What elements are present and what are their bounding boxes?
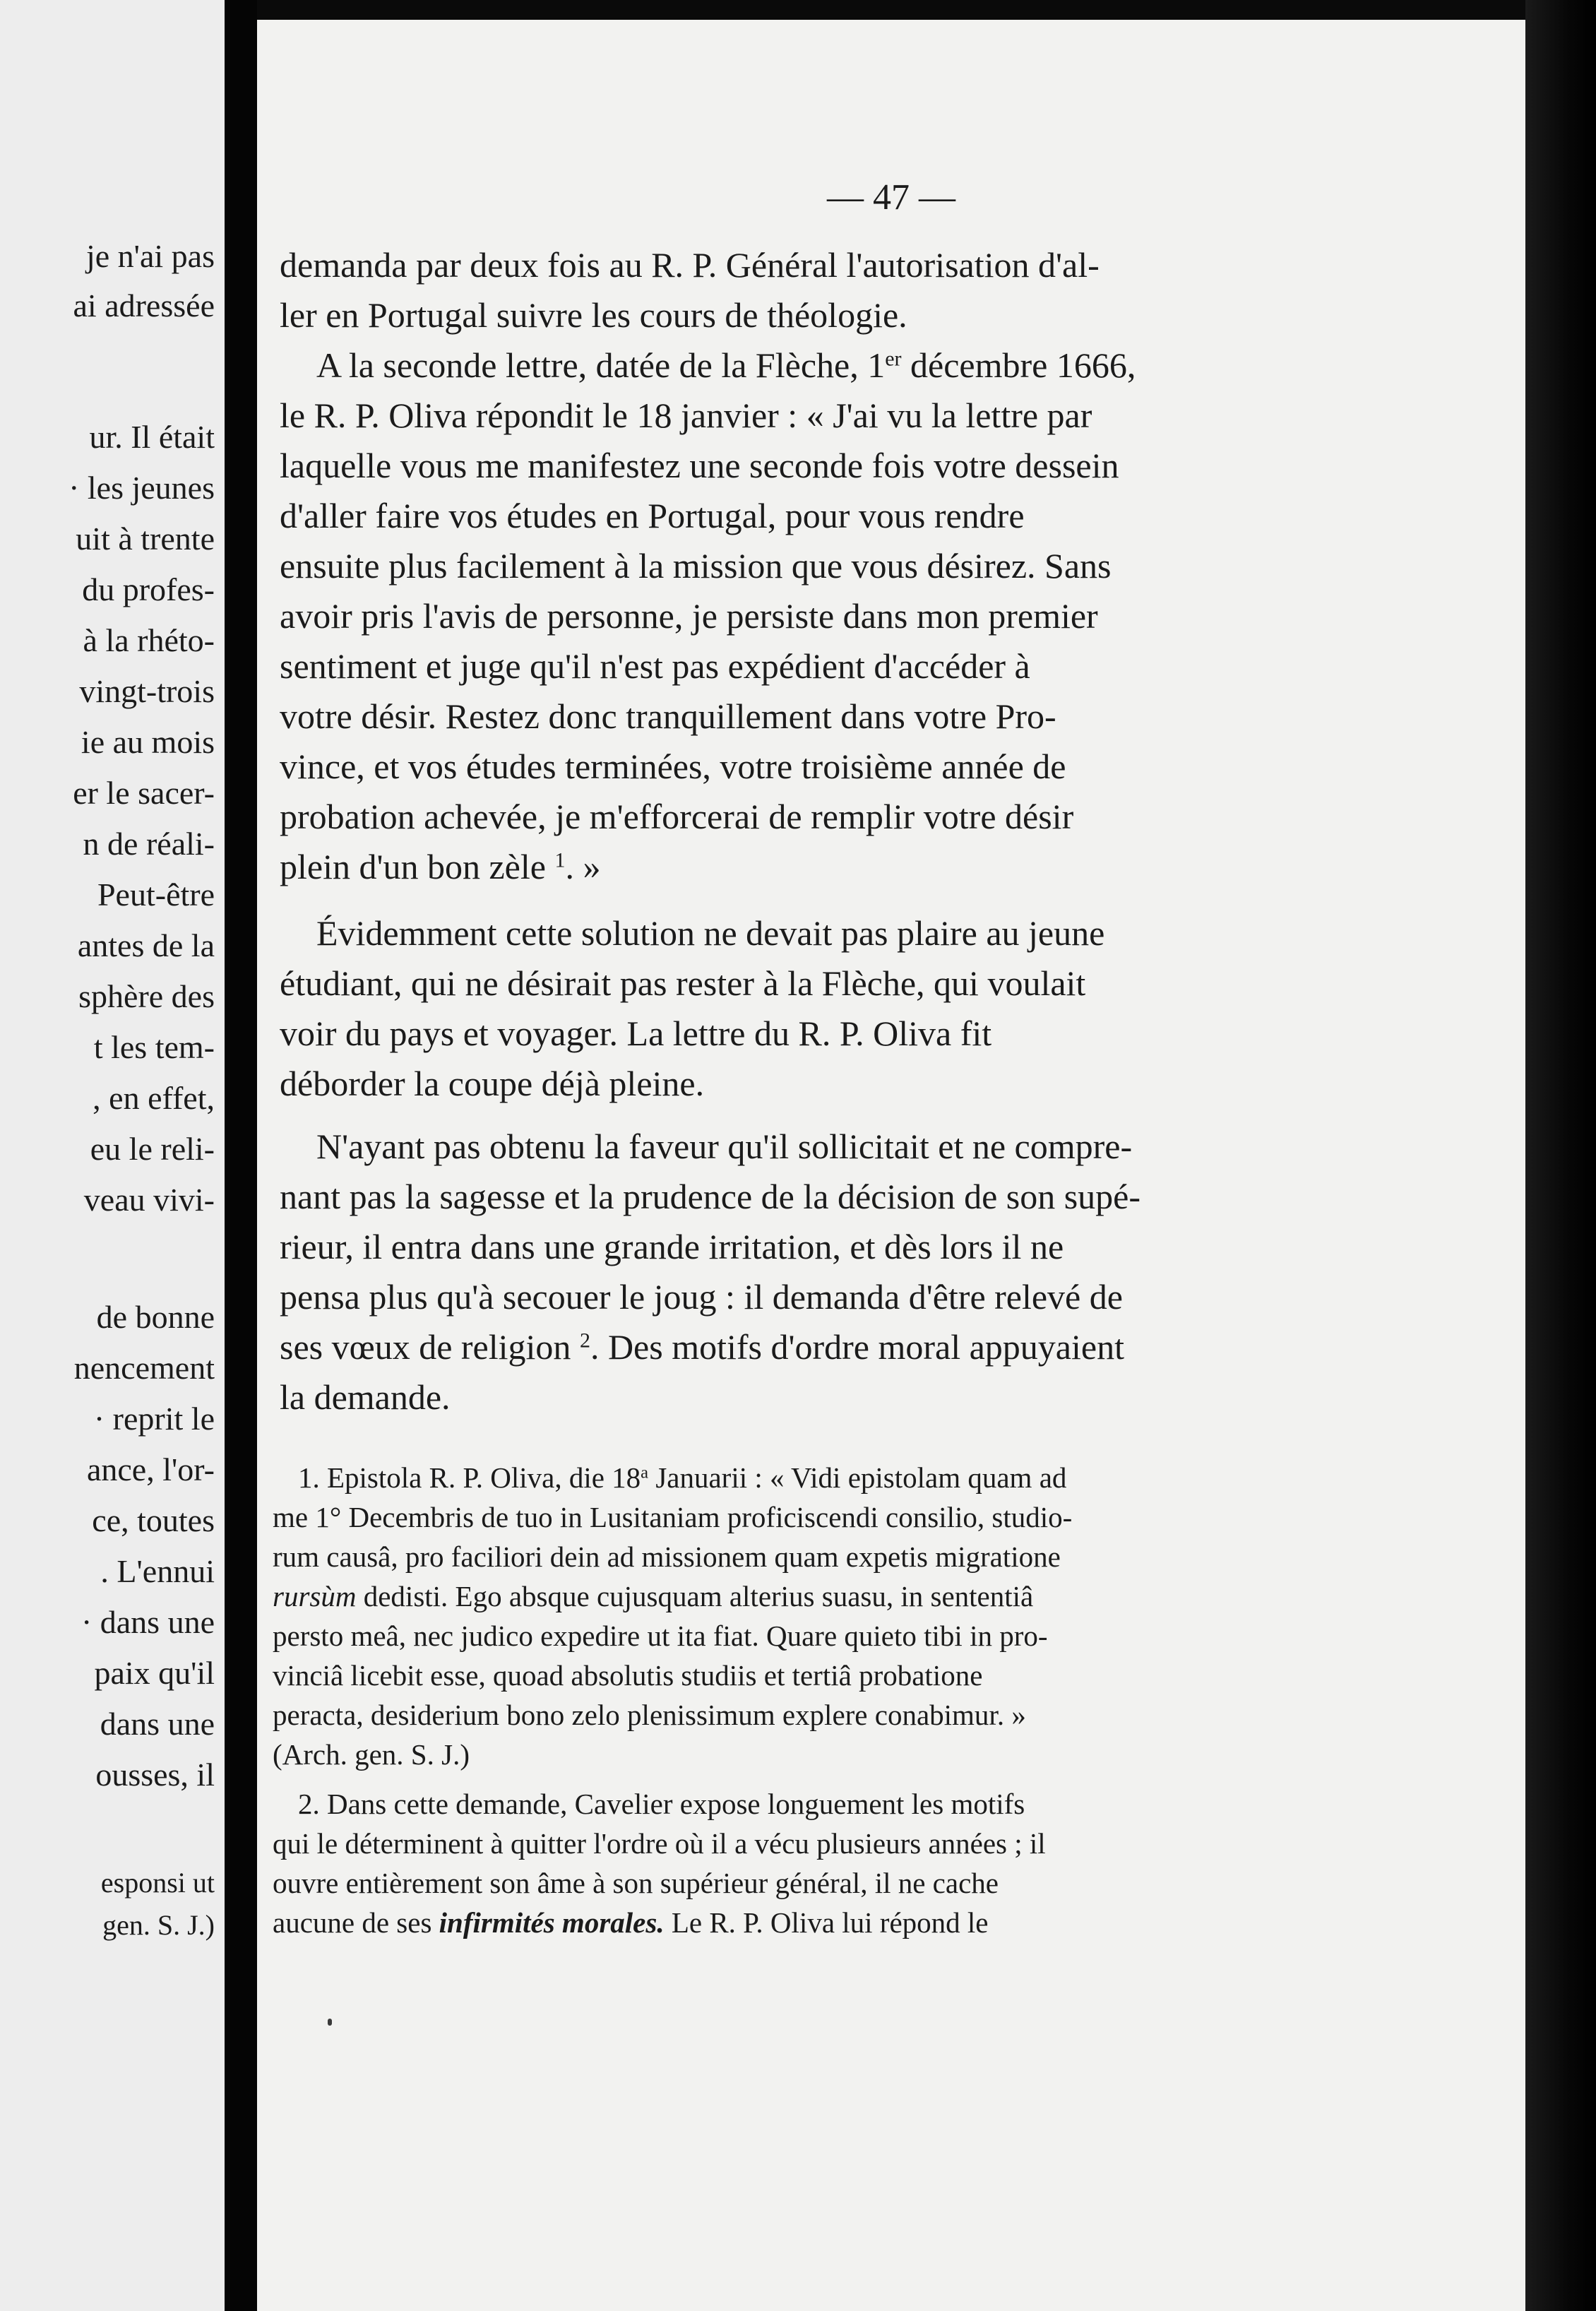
body-line: voir du pays et voyager. La lettre du R. P. Oliva fit — [280, 1014, 992, 1053]
body-line — [280, 849, 600, 884]
body-line: vince, et vos études terminées, votre troisième année de — [280, 747, 1066, 786]
footnote-ref: 1 — [554, 848, 566, 872]
footnote-text: Le R. P. Oliva lui répond le — [664, 1906, 989, 1939]
left-line: à la rhéto- — [83, 622, 215, 658]
body-text: . Des motifs d'ordre moral appuyaient — [590, 1327, 1124, 1367]
body-line: ler en Portugal suivre les cours de théologie. — [280, 295, 907, 335]
body-text: décembre 1666, — [901, 345, 1136, 385]
footnote-line: vinciâ licebit esse, quoad absolutis studiis et tertiâ probatione — [273, 1659, 983, 1692]
body-text: 1 — [867, 345, 886, 385]
footnote-line: ouvre entièrement son âme à son supérieur général, il ne cache — [273, 1867, 999, 1899]
italic-text: rursùm — [273, 1580, 357, 1612]
left-line: paix qu'il — [94, 1655, 215, 1691]
left-line: sphère des — [78, 978, 215, 1014]
left-line: n de réali- — [83, 826, 215, 862]
footnote-line: 2. Dans cette demande, Cavelier expose longuement les motifs — [298, 1788, 1025, 1820]
body-line: sentiment et juge qu'il n'est pas expédient d'accéder à — [280, 646, 1030, 686]
body-line: pensa plus qu'à secouer le joug : il demanda d'être relevé de — [280, 1277, 1123, 1317]
left-line: ai adressée — [73, 287, 215, 323]
page-edge-shadow — [1525, 0, 1596, 2311]
body-line: N'ayant pas obtenu la faveur qu'il sollicitait et ne compre- — [316, 1127, 1133, 1166]
body-line: votre désir. Restez donc tranquillement dans votre Pro- — [280, 696, 1056, 736]
left-line: vingt-trois — [79, 673, 215, 709]
footnote-text: Januarii : « Vidi epistolam quam ad — [648, 1461, 1067, 1494]
left-line: · reprit le — [93, 1401, 215, 1437]
body-text: ses vœux de religion — [280, 1327, 580, 1367]
left-line: t les tem- — [93, 1029, 215, 1065]
body-line: probation achevée, je m'efforcerai de remplir votre désir — [280, 797, 1074, 836]
left-line: je n'ai pas — [85, 238, 215, 274]
left-line: veau vivi- — [83, 1182, 215, 1218]
left-line: ousses, il — [95, 1757, 215, 1793]
footnote-text: 1. Epistola R. P. Oliva, die 18 — [298, 1461, 641, 1494]
body-line — [316, 347, 1136, 383]
page-number: — 47 — — [827, 177, 955, 218]
superscript: a — [641, 1463, 649, 1483]
left-line: du profes- — [82, 571, 215, 607]
left-line: de bonne — [96, 1299, 215, 1335]
body-line — [280, 1329, 1124, 1365]
body-line: demanda par deux fois au R. P. Général l'autorisation d'al- — [280, 245, 1100, 285]
footnote-line — [298, 1463, 1066, 1492]
body-line: nant pas la sagesse et la prudence de la décision de son supé- — [280, 1177, 1141, 1216]
superscript: er — [885, 347, 902, 371]
body-text: plein d'un bon zèle — [280, 847, 555, 886]
body-line: d'aller faire vos études en Portugal, pour vous rendre — [280, 496, 1025, 535]
footnote-line: rum causâ, pro faciliori dein ad missionem quam expetis migratione — [273, 1540, 1061, 1573]
footnote-line — [273, 1908, 989, 1937]
body-line: étudiant, qui ne désirait pas rester à la Flèche, qui voulait — [280, 963, 1086, 1003]
left-line: antes de la — [77, 927, 215, 963]
left-footnote-line: gen. S. J.) — [102, 1909, 215, 1941]
left-line: uit à trente — [76, 521, 215, 557]
left-page-fragment — [0, 0, 225, 2311]
footnote-text: dedisti. Ego absque cujusquam alterius suasu, in sententiâ — [356, 1580, 1034, 1612]
body-line: le R. P. Oliva répondit le 18 janvier : « J'ai vu la lettre par — [280, 396, 1092, 435]
left-line: dans une — [100, 1706, 215, 1742]
left-line: ance, l'or- — [86, 1451, 215, 1487]
left-line: ur. Il était — [89, 419, 215, 455]
left-footnote-line: esponsi ut — [100, 1867, 215, 1899]
left-line: nencement — [73, 1350, 215, 1386]
footnote-line: (Arch. gen. S. J.) — [273, 1738, 470, 1771]
left-line: Peut-être — [97, 877, 215, 913]
body-line: Évidemment cette solution ne devait pas plaire au jeune — [316, 913, 1105, 953]
ink-speck — [328, 2019, 332, 2026]
body-line: la demande. — [280, 1377, 451, 1417]
footnote-text: aucune de ses — [273, 1906, 439, 1939]
body-line: avoir pris l'avis de personne, je persiste dans mon premier — [280, 596, 1098, 636]
left-line: eu le reli- — [90, 1131, 215, 1167]
italic-text: infirmités morales. — [439, 1906, 665, 1939]
left-line: ie au mois — [81, 724, 215, 760]
book-gutter — [225, 0, 257, 2311]
footnote-line — [273, 1582, 1033, 1611]
footnote-ref: 2 — [579, 1329, 590, 1353]
left-line: · dans une — [81, 1604, 215, 1640]
left-line: , en effet, — [93, 1080, 215, 1116]
footnote-line: qui le déterminent à quitter l'ordre où il a vécu plusieurs années ; il — [273, 1827, 1046, 1860]
left-line: er le sacer- — [73, 775, 215, 811]
footnote-line: persto meâ, nec judico expedire ut ita fiat. Quare quieto tibi in pro- — [273, 1620, 1048, 1652]
body-line: laquelle vous me manifestez une seconde fois votre dessein — [280, 446, 1119, 485]
left-line: ce, toutes — [92, 1502, 215, 1538]
body-line: déborder la coupe déjà pleine. — [280, 1064, 705, 1103]
body-text: A la seconde lettre, datée de la Flèche, — [316, 345, 868, 385]
left-line: · les jeunes — [69, 470, 215, 506]
body-line: ensuite plus facilement à la mission que vous désirez. Sans — [280, 546, 1112, 586]
right-page — [257, 20, 1525, 2311]
left-line: . L'ennui — [100, 1553, 215, 1589]
footnote-line: peracta, desiderium bono zelo plenissimum explere conabimur. » — [273, 1699, 1026, 1731]
footnote-line: me 1° Decembris de tuo in Lusitaniam proficiscendi consilio, studio- — [273, 1501, 1073, 1533]
body-line: rieur, il entra dans une grande irritation, et dès lors il ne — [280, 1227, 1064, 1266]
body-text: . » — [565, 847, 601, 886]
